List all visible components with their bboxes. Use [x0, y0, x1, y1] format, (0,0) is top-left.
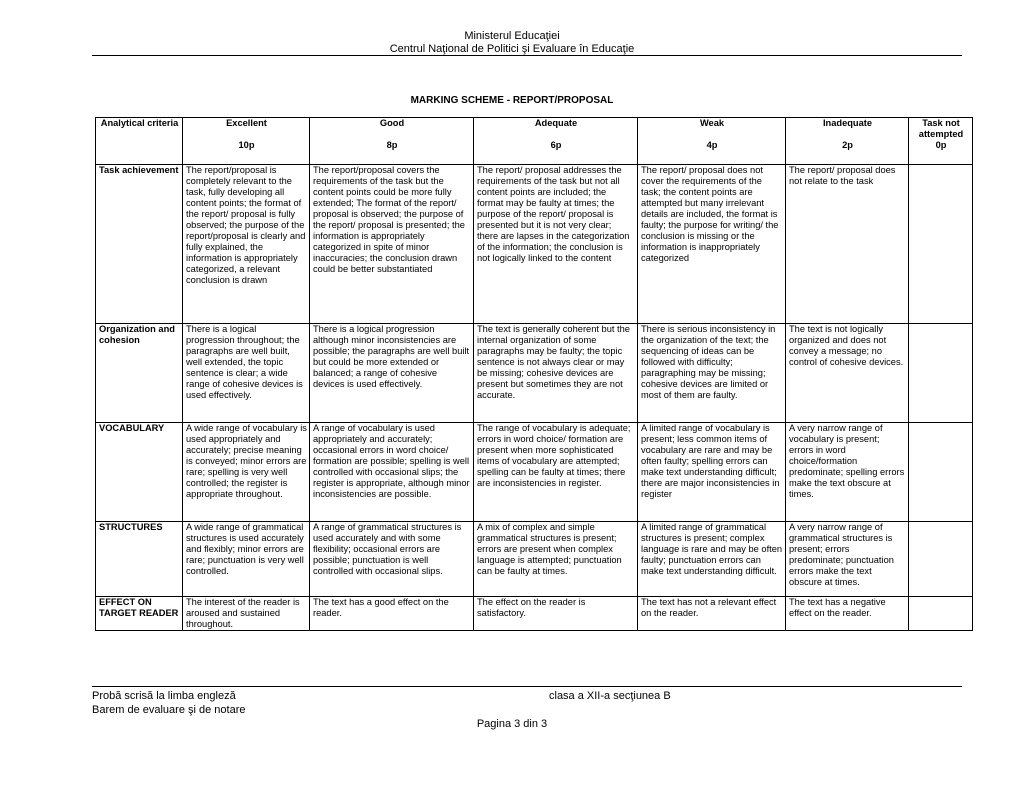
table-header-row	[96, 118, 973, 165]
footer-subject-block	[92, 689, 245, 717]
column-points: 8p	[386, 140, 398, 150]
descriptor-cell-not-attempted	[909, 165, 973, 324]
descriptor-cell-good: A range of vocabulary is used appropriately and accurately; occasional errors in word choice/ formation are possible; spelling is well controlled with occasional slips; the register is appropriate, although minor inconsistencies are possible.	[310, 423, 474, 522]
marking-scheme-table	[95, 117, 973, 631]
column-header-adequate	[474, 118, 638, 165]
descriptor-cell-excellent: A wide range of vocabulary is used appropriately and accurately; precise meaning is conveyed; minor errors are rare; spelling is very well controlled; the register is appropriate throughout.	[183, 423, 310, 522]
table-row-vocabulary	[96, 423, 973, 522]
descriptor-cell-excellent: The report/proposal is completely relevant to the task, fully developing all content points; the format of the report/ proposal is fully observed; the purpose of the report/proposal is clearly and fully explained, the information is appropriately categorized, a relevant conclusion is drawn	[183, 165, 310, 324]
column-points: 6p	[550, 140, 562, 150]
descriptor-cell-not-attempted	[909, 522, 973, 597]
column-header-excellent	[183, 118, 310, 165]
descriptor-cell-good: The text has a good effect on the reader.	[310, 597, 474, 631]
criterion-cell: Organization and cohesion	[96, 324, 183, 423]
descriptor-cell-weak: The report/ proposal does not cover the requirements of the task; the content points are attempted but many irrelevant details are included, the format is faulty; the purpose for writing/ the conclusion is missing or the information is inappropriately categorized	[638, 165, 786, 324]
footer-subject: Probă scrisă la limba engleză	[92, 690, 236, 702]
descriptor-cell-inadequate: The report/ proposal does not relate to the task	[786, 165, 909, 324]
column-points: 0p	[935, 140, 947, 150]
descriptor-cell-excellent: The interest of the reader is aroused and sustained throughout.	[183, 597, 310, 631]
column-label: Task not attempted	[918, 118, 964, 139]
column-header-not-attempted	[909, 118, 973, 165]
footer-barem: Barem de evaluare şi de notare	[92, 704, 246, 716]
column-label: Inadequate	[822, 118, 873, 128]
column-points: 4p	[706, 140, 718, 150]
column-label: Excellent	[226, 118, 267, 128]
descriptor-cell-adequate: The effect on the reader is satisfactory.	[474, 597, 638, 631]
criterion-cell: STRUCTURES	[96, 522, 183, 597]
descriptor-cell-inadequate: The text has a negative effect on the reader.	[786, 597, 909, 631]
descriptor-cell-excellent: There is a logical progression throughout; the paragraphs are well built, well extended, the topic sentence is clear; a wide range of cohesive devices is used effectively.	[183, 324, 310, 423]
descriptor-cell-good: A range of grammatical structures is used accurately and with some flexibility; occasional errors are possible; punctuation is well controlled with occasional slips.	[310, 522, 474, 597]
column-header-weak	[638, 118, 786, 165]
ministry-name: Ministerul Educaţiei	[464, 30, 560, 42]
descriptor-cell-weak: A limited range of vocabulary is present; less common items of vocabulary are rare and may be often faulty; spelling errors can make text understanding difficult; there are major inconsistencies in register	[638, 423, 786, 522]
descriptor-cell-good: The report/proposal covers the requirements of the task but the content points could be more fully extended; The format of the report/ proposal is observed; the purpose of the report/ proposal is presented; the information is appropriately categorized in spite of minor inaccuracies; the conclusion drawn could be better substantiated	[310, 165, 474, 324]
descriptor-cell-good: There is a logical progression although minor inconsistencies are possible; the paragraphs are well built but could be more extended or balanced; a range of cohesive devices is used effectively.	[310, 324, 474, 423]
criterion-cell: Task achievement	[96, 165, 183, 324]
page-number: Pagina 3 din 3	[476, 718, 548, 730]
descriptor-cell-adequate: A mix of complex and simple grammatical structures is present; errors are present when complex language is attempted; punctuation can be faulty at times.	[474, 522, 638, 597]
column-label: Adequate	[534, 118, 578, 128]
descriptor-cell-weak: There is serious inconsistency in the organization of the text; the sequencing of ideas can be followed with difficulty; paragraphing may be missing; cohesive devices are limited or most of them are faulty.	[638, 324, 786, 423]
footer-divider	[92, 686, 962, 687]
table-row-organization	[96, 324, 973, 423]
column-points: 2p	[842, 140, 853, 150]
column-header-good	[310, 118, 474, 165]
column-header-criteria	[96, 118, 183, 165]
footer-class-section: clasa a XII-a secţiunea B	[549, 690, 671, 702]
descriptor-cell-inadequate: The text is not logically organized and does not convey a message; no control of cohesive devices.	[786, 324, 909, 423]
table-row-structures	[96, 522, 973, 597]
descriptor-cell-not-attempted	[909, 597, 973, 631]
header-divider	[92, 55, 962, 56]
column-header-inadequate	[786, 118, 909, 165]
column-points: 10p	[238, 140, 255, 150]
descriptor-cell-excellent: A wide range of grammatical structures is used accurately and flexibly; minor errors are rare; punctuation is very well controlled.	[183, 522, 310, 597]
descriptor-cell-weak: The text has not a relevant effect on the reader.	[638, 597, 786, 631]
descriptor-cell-not-attempted	[909, 324, 973, 423]
document-header	[0, 30, 1024, 56]
criterion-cell: VOCABULARY	[96, 423, 183, 522]
page-title: MARKING SCHEME - REPORT/PROPOSAL	[410, 95, 614, 106]
descriptor-cell-adequate: The text is generally coherent but the internal organization of some paragraphs may be faulty; the topic sentence is not always clear or may be missing; cohesive devices are present but sometimes they are not accurate.	[474, 324, 638, 423]
criterion-cell: EFFECT ON TARGET READER	[96, 597, 183, 631]
descriptor-cell-inadequate: A very narrow range of vocabulary is present; errors in word choice/formation predominate; spelling errors make the text obscure at times.	[786, 423, 909, 522]
descriptor-cell-weak: A limited range of grammatical structures is present; complex language is rare and may be often faulty; punctuation errors can make text understanding difficult.	[638, 522, 786, 597]
table-row-effect-on-reader	[96, 597, 973, 631]
column-label: Good	[379, 118, 405, 128]
descriptor-cell-adequate: The report/ proposal addresses the requirements of the task but not all content points are included; the format may be faulty at times; the purpose of the report/ proposal is presented but it is not very clear; there are lapses in the categorization of the information; the conclusion is not logically linked to the content	[474, 165, 638, 324]
center-name: Centrul Naţional de Politici şi Evaluare în Educaţie	[389, 43, 635, 55]
descriptor-cell-inadequate: A very narrow range of grammatical structures is present; errors predominate; punctuation errors make the text obscure at times.	[786, 522, 909, 597]
descriptor-cell-adequate: The range of vocabulary is adequate; errors in word choice/ formation are present when more sophisticated items of vocabulary are attempted; spelling can be faulty at times; there are inconsistencies in register.	[474, 423, 638, 522]
column-label: Analytical criteria	[100, 118, 179, 128]
table-row-task-achievement	[96, 165, 973, 324]
descriptor-cell-not-attempted	[909, 423, 973, 522]
column-label: Weak	[699, 118, 725, 128]
